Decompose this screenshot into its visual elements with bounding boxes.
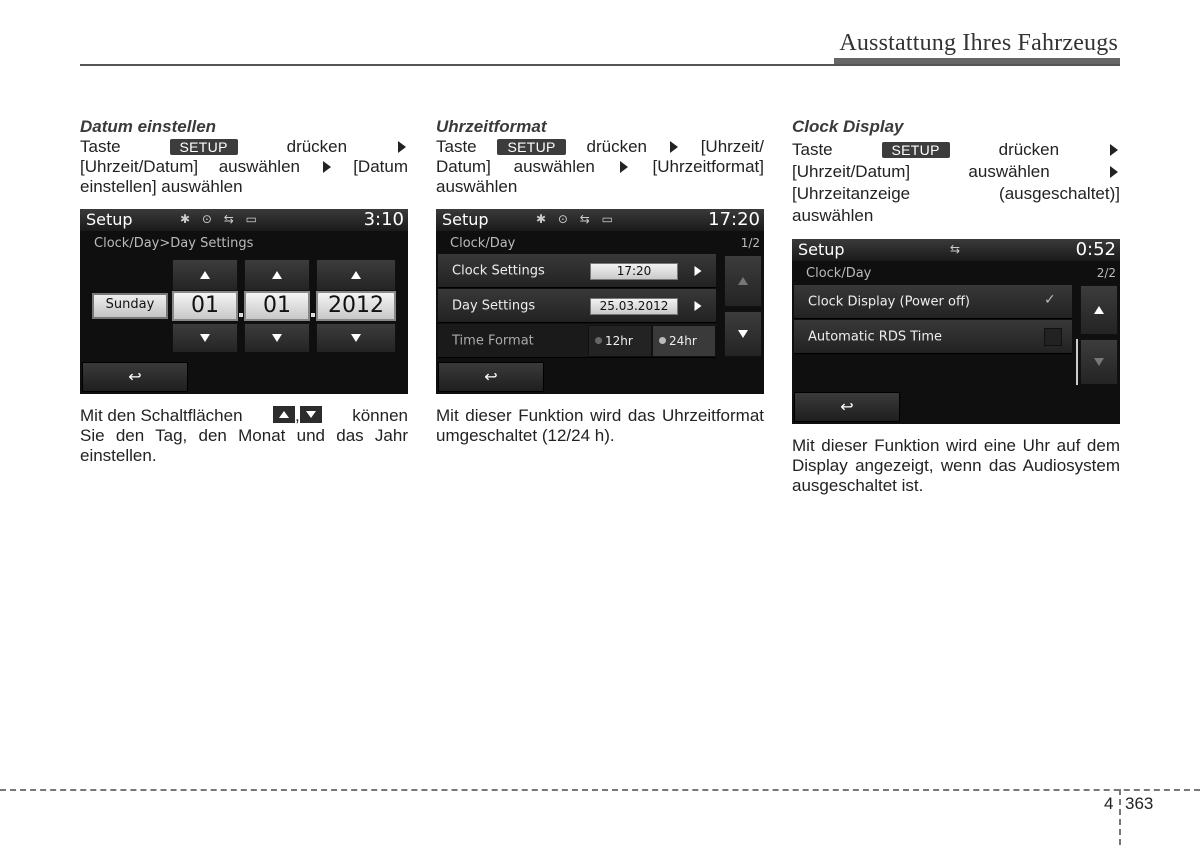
instruction-text bbox=[792, 139, 1120, 227]
screen-title: Setup bbox=[442, 210, 489, 229]
caption-rest: Sie den Tag, den Monat und das Jahr einstellen. bbox=[80, 426, 408, 465]
row-label: Day Settings bbox=[452, 298, 536, 313]
comma: , bbox=[295, 406, 300, 425]
row-label: Time Format bbox=[452, 333, 534, 348]
section-heading: Uhrzeitformat bbox=[436, 117, 547, 136]
scroll-up-button[interactable] bbox=[724, 255, 762, 307]
separator-dot bbox=[239, 313, 243, 317]
day-settings-row[interactable] bbox=[438, 289, 716, 323]
back-button[interactable] bbox=[794, 392, 900, 422]
word: auswählen bbox=[792, 206, 874, 225]
setup-key-badge: SETUP bbox=[170, 139, 238, 155]
instruction-text bbox=[80, 137, 408, 197]
chapter-number: 4 bbox=[1104, 794, 1114, 813]
page-indicator: 2/2 bbox=[1096, 266, 1116, 280]
word: Taste bbox=[436, 137, 477, 156]
year-up-button[interactable] bbox=[316, 259, 396, 291]
caption-text: Mit dieser Funktion wird eine Uhr auf dem Display angezeigt, wenn das Audiosystem ausgeschaltet ist. bbox=[792, 436, 1120, 495]
status-icons: ✱ ⊙ ⇆ ▭ bbox=[180, 212, 261, 226]
breadcrumb: Clock/Day bbox=[450, 236, 516, 251]
screen-title: Setup bbox=[798, 240, 845, 259]
word: [Uhrzeit/Datum] bbox=[80, 157, 199, 176]
checkbox-icon bbox=[1044, 328, 1062, 346]
row-label: Clock Settings bbox=[452, 263, 545, 278]
day-value: 01 bbox=[172, 291, 238, 321]
section-heading: Clock Display bbox=[792, 117, 904, 136]
arrow-right-icon bbox=[1110, 144, 1118, 156]
word: können bbox=[352, 406, 408, 425]
rds-time-row[interactable] bbox=[794, 320, 1072, 354]
caption-text bbox=[80, 406, 408, 466]
clock-time: 3:10 bbox=[363, 209, 404, 230]
radio-24hr[interactable]: 24hr bbox=[652, 325, 716, 357]
word: [Uhrzeitformat] bbox=[652, 157, 764, 176]
scroll-down-button[interactable] bbox=[724, 311, 762, 357]
section-uhrzeitformat bbox=[436, 117, 764, 446]
separator-dot bbox=[311, 313, 315, 317]
setup-key-badge: SETUP bbox=[497, 139, 565, 155]
year-value: 2012 bbox=[316, 291, 396, 321]
word: Taste bbox=[80, 137, 121, 156]
word: auswählen bbox=[436, 177, 518, 196]
section-clock-display bbox=[792, 117, 1120, 496]
caption-text: Mit dieser Funktion wird das Uhrzeitformat umgeschaltet (12/24 h). bbox=[436, 406, 764, 445]
arrow-right-icon bbox=[670, 141, 678, 153]
instruction-text bbox=[436, 137, 764, 197]
day-up-button[interactable] bbox=[172, 259, 238, 291]
check-icon: ✓ bbox=[1044, 292, 1056, 308]
word: [Uhrzeit/ bbox=[700, 137, 764, 156]
word: drücken bbox=[286, 137, 348, 156]
word: (ausgeschaltet)] bbox=[999, 184, 1120, 203]
arrow-right-icon bbox=[620, 161, 628, 173]
word: einstellen] auswählen bbox=[80, 177, 243, 196]
back-button[interactable] bbox=[82, 362, 188, 392]
word: Mit den Schaltflächen bbox=[80, 406, 243, 425]
setup-key-badge: SETUP bbox=[882, 142, 950, 158]
scroll-up-button[interactable] bbox=[1080, 285, 1118, 335]
row-label: Clock Display (Power off) bbox=[808, 294, 970, 309]
scroll-down-button[interactable] bbox=[1080, 339, 1118, 385]
word: drücken bbox=[998, 140, 1060, 159]
arrow-right-icon bbox=[398, 141, 406, 153]
time-value: 17:20 bbox=[590, 263, 678, 280]
chevron-right-icon bbox=[688, 261, 708, 281]
status-icons: ⇆ bbox=[950, 242, 965, 256]
word: [Datum bbox=[353, 157, 408, 176]
back-button[interactable] bbox=[438, 362, 544, 392]
screen-clock-day-1 bbox=[436, 209, 764, 394]
word: auswählen bbox=[968, 162, 1050, 181]
row-label: Automatic RDS Time bbox=[808, 329, 943, 344]
up-arrow-icon bbox=[273, 406, 295, 423]
inline-buttons bbox=[273, 406, 322, 426]
down-arrow-icon bbox=[300, 406, 322, 423]
word: [Uhrzeitanzeige bbox=[792, 184, 911, 203]
scroll-indicator bbox=[1076, 339, 1078, 385]
word: auswählen bbox=[218, 157, 300, 176]
clock-settings-row[interactable] bbox=[438, 254, 716, 288]
chevron-right-icon bbox=[688, 296, 708, 316]
clock-time: 17:20 bbox=[708, 209, 760, 230]
arrow-right-icon bbox=[323, 161, 331, 173]
radio-12hr[interactable]: 12hr bbox=[588, 325, 652, 357]
footer-rule bbox=[0, 789, 1200, 791]
screen-title: Setup bbox=[86, 210, 133, 229]
month-up-button[interactable] bbox=[244, 259, 310, 291]
clock-time: 0:52 bbox=[1075, 239, 1116, 260]
back-icon: ↩ bbox=[840, 397, 854, 417]
word: drücken bbox=[586, 137, 647, 156]
word: [Uhrzeit/Datum] bbox=[792, 162, 911, 181]
back-icon: ↩ bbox=[128, 367, 142, 387]
section-datum-einstellen bbox=[80, 117, 408, 466]
screen-clock-day-2 bbox=[792, 239, 1120, 424]
breadcrumb: Clock/Day>Day Settings bbox=[94, 236, 254, 251]
clock-display-row[interactable] bbox=[794, 285, 1072, 319]
month-value: 01 bbox=[244, 291, 310, 321]
month-down-button[interactable] bbox=[244, 323, 310, 353]
word: Taste bbox=[792, 140, 833, 159]
arrow-right-icon bbox=[1110, 166, 1118, 178]
page-indicator: 1/2 bbox=[740, 236, 760, 250]
date-value: 25.03.2012 bbox=[590, 298, 678, 315]
word: auswählen bbox=[513, 157, 595, 176]
weekday-display: Sunday bbox=[92, 293, 168, 319]
screen-day-settings bbox=[80, 209, 408, 394]
footer-divider bbox=[1119, 789, 1121, 845]
header-rule bbox=[80, 64, 1120, 66]
running-header: Ausstattung Ihres Fahrzeugs bbox=[839, 30, 1118, 56]
back-icon: ↩ bbox=[484, 367, 498, 387]
word: Datum] bbox=[436, 157, 491, 176]
status-icons: ✱ ⊙ ⇆ ▭ bbox=[536, 212, 617, 226]
page-number: 363 bbox=[1125, 794, 1154, 813]
day-down-button[interactable] bbox=[172, 323, 238, 353]
breadcrumb: Clock/Day bbox=[806, 266, 872, 281]
year-down-button[interactable] bbox=[316, 323, 396, 353]
section-heading: Datum einstellen bbox=[80, 117, 217, 136]
